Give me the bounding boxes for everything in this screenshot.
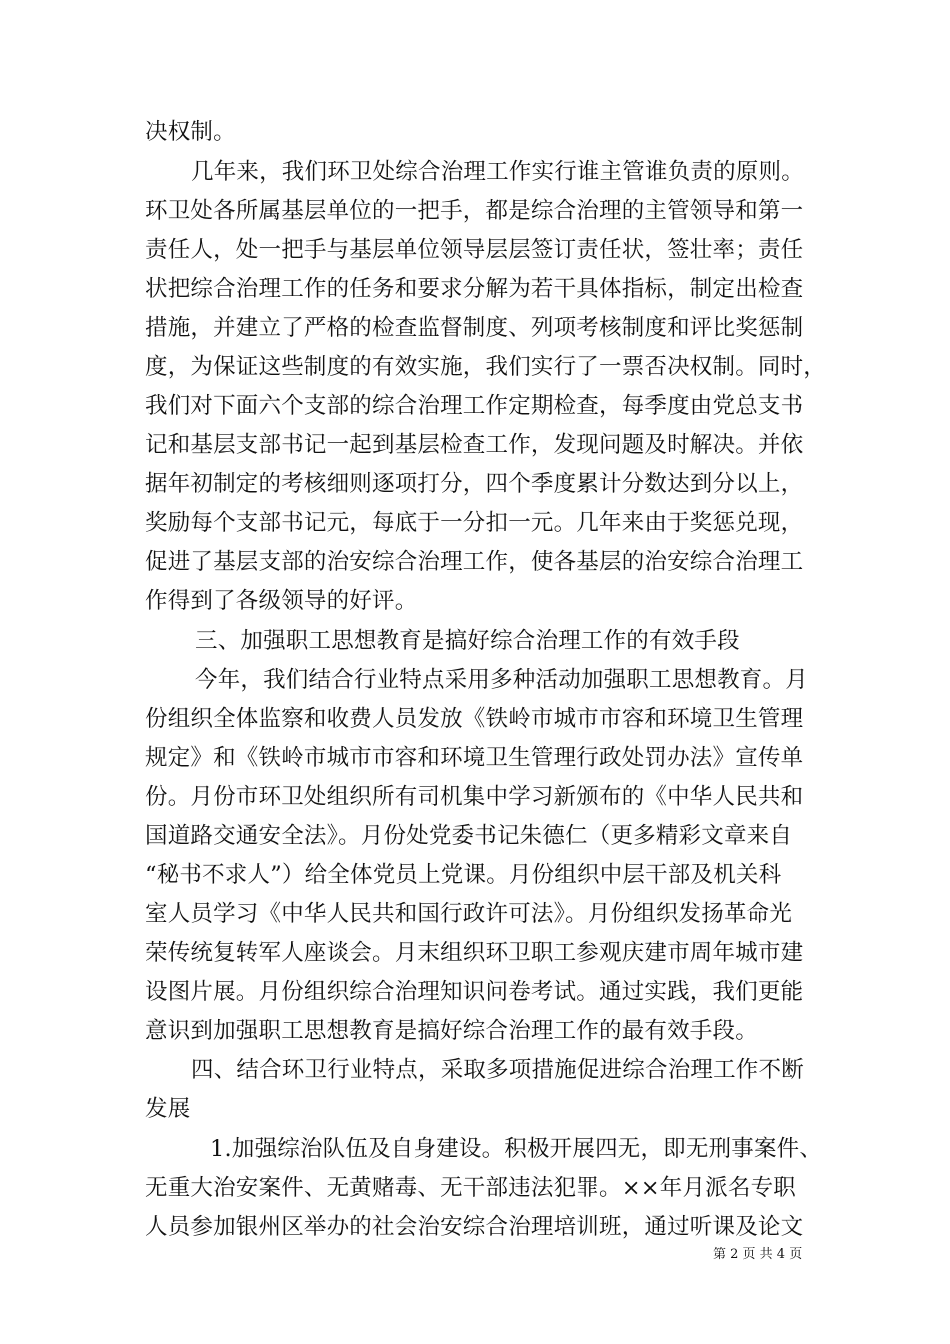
text-line: 规定》和《铁岭市城市市容和环境卫生管理行政处罚办法》宣传单 (145, 745, 804, 771)
text-line: 状把综合治理工作的任务和要求分解为若干具体指标，制定出检查 (145, 276, 804, 302)
text-line: “秘书不求人”）给全体党员上党课。月份组织中层干部及机关科 (145, 862, 782, 888)
text-line: 度，为保证这些制度的有效实施，我们实行了一票否决权制。同时， (145, 354, 827, 380)
section-heading: 四、结合环卫行业特点，采取多项措施促进综合治理工作不断 (191, 1057, 804, 1083)
text-line: 室人员学习《中华人民共和国行政许可法》。月份组织发扬革命光 (145, 901, 793, 927)
text-line: 几年来，我们环卫处综合治理工作实行谁主管谁负责的原则。 (191, 159, 804, 185)
text-line: 环卫处各所属基层单位的一把手，都是综合治理的主管领导和第一 (145, 198, 804, 224)
text-line: 记和基层支部书记一起到基层检查工作，发现问题及时解决。并依 (145, 432, 804, 458)
text-line: 奖励每个支部书记元，每底于一分扣一元。几年来由于奖惩兑现， (145, 510, 804, 536)
text-line: 今年，我们结合行业特点采用多种活动加强职工思想教育。月 (195, 667, 808, 693)
text-line: 促进了基层支部的治安综合治理工作，使各基层的治安综合治理工 (145, 549, 804, 575)
text-line: 措施，并建立了严格的检查监督制度、列项考核制度和评比奖惩制 (145, 315, 804, 341)
text-line: 份。月份市环卫处组织所有司机集中学习新颁布的《中华人民共和 (145, 784, 804, 810)
text-line: 荣传统复转军人座谈会。月末组织环卫职工参观庆建市周年城市建 (145, 940, 804, 966)
section-heading: 发展 (145, 1096, 191, 1122)
text-line: 无重大治安案件、无黄赌毒、无干部违法犯罪。××年月派名专职 (145, 1175, 797, 1201)
text-line: 1.加强综治队伍及自身建设。积极开展四无，即无刑事案件、 (210, 1136, 823, 1162)
text-line: 意识到加强职工思想教育是搞好综合治理工作的最有效手段。 (145, 1018, 758, 1044)
page-indicator: 第 2 页 共 4 页 (713, 1247, 803, 1262)
text-line: 人员参加银州区举办的社会治安综合治理培训班，通过听课及论文 (145, 1214, 804, 1240)
text-line: 责任人，处一把手与基层单位领导层层签订责任状，签壮率；责任 (145, 237, 804, 263)
text-line: 设图片展。月份组织综合治理知识问卷考试。通过实践，我们更能 (145, 979, 804, 1005)
text-line: 我们对下面六个支部的综合治理工作定期检查，每季度由党总支书 (145, 393, 804, 419)
text-line: 决权制。 (145, 119, 236, 145)
text-line: 作得到了各级领导的好评。 (145, 588, 418, 614)
text-line: 份组织全体监察和收费人员发放《铁岭市城市市容和环境卫生管理 (145, 706, 804, 732)
text-line: 国道路交通安全法》。月份处党委书记朱德仁（更多精彩文章来自 (145, 823, 793, 849)
text-line: 据年初制定的考核细则逐项打分，四个季度累计分数达到分以上， (145, 471, 804, 497)
section-heading: 三、加强职工思想教育是搞好综合治理工作的有效手段 (195, 628, 740, 654)
